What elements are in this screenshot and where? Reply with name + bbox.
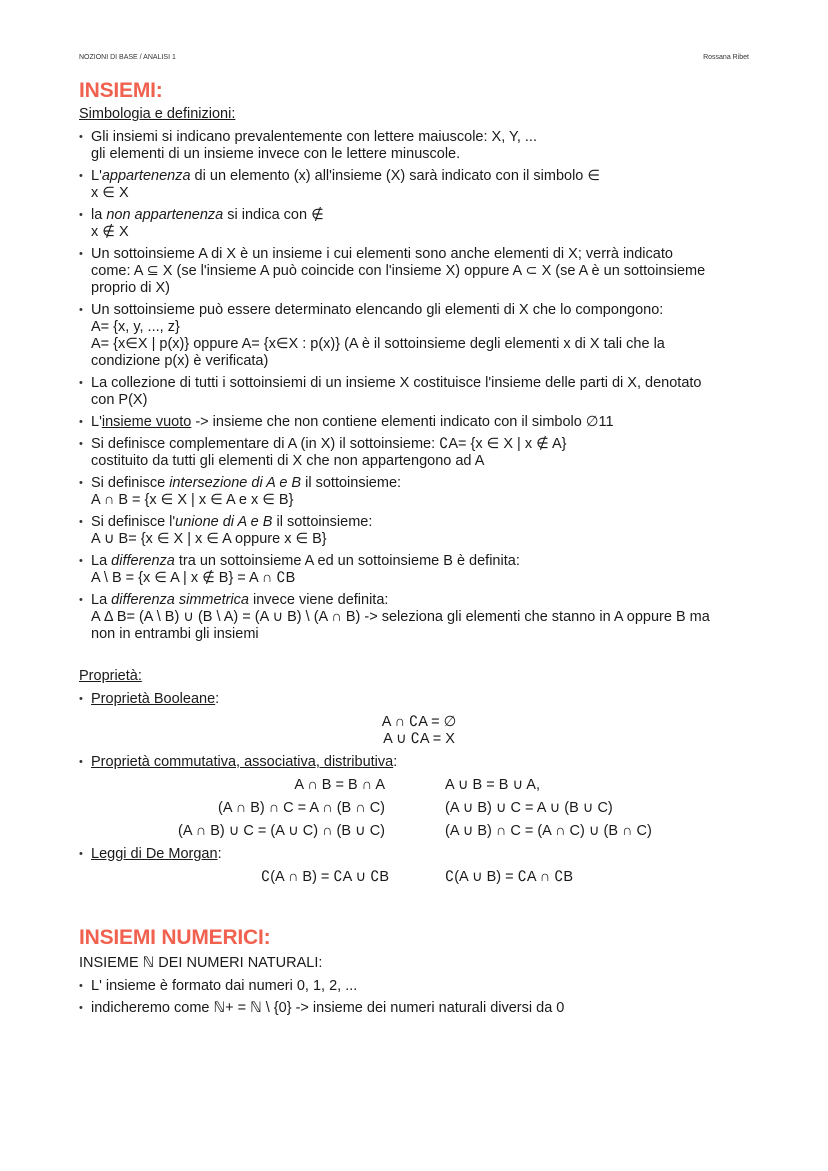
- formula: (A ∪ B) ∪ C = A ∪ (B ∪ C): [445, 800, 613, 816]
- formula: (A ∩ B) ∪ C = (A ∪ C) ∩ (B ∪ C): [178, 823, 385, 839]
- list-item: • L' insieme è formato dai numeri 0, 1, 2, ...: [79, 978, 759, 995]
- list-item-commutativa: • Proprietà commutativa, associativa, distributiva: A ∩ B = B ∩ A A ∪ B = B ∪ A, (A ∩ B) ∩ C = A ∩ (B ∩ C) (A ∪ B) ∪ C = A ∪ (B ∪ C) (A ∩ B) ∪ C = (A ∪ C) ∩ (B ∪ C) (A ∪ B) ∩ C = (A ∩ C) ∪ (B ∩ C): [79, 754, 759, 840]
- header-author: Rossana Ribet: [703, 54, 749, 61]
- subheading-simbologia: Simbologia e definizioni:: [79, 106, 236, 122]
- list-item: • indicheremo come ℕ+ = ℕ \ {0} -> insieme dei numeri naturali diversi da 0: [79, 1000, 759, 1017]
- formula: A ∩ B = B ∩ A: [294, 777, 385, 793]
- list-item: • L'appartenenza di un elemento (x) all'insieme (X) sarà indicato con il simbolo ∈ x ∈ X: [79, 168, 759, 202]
- list-item: • L'insieme vuoto -> insieme che non contiene elementi indicato con il simbolo ∅11: [79, 414, 759, 431]
- formula: A ∪ B = B ∪ A,: [445, 777, 540, 793]
- formula: (A ∩ B) ∩ C = A ∩ (B ∩ C): [218, 800, 385, 816]
- subheading-naturali: INSIEME ℕ DEI NUMERI NATURALI:: [79, 955, 323, 971]
- properties-list: [79, 691, 759, 886]
- list-item-demorgan: • Leggi di De Morgan: ∁(A ∩ B) = ∁A ∪ ∁B ∁(A ∪ B) = ∁A ∩ ∁B: [79, 846, 759, 886]
- section-title-insiemi: INSIEMI:: [79, 79, 163, 102]
- formula-grid: [79, 777, 759, 840]
- section-title-numerici: INSIEMI NUMERICI:: [79, 926, 271, 949]
- list-item: • Gli insiemi si indicano prevalentemente con lettere maiuscole: X, Y, ... gli elementi di un insieme invece con le lettere minuscole.: [79, 129, 759, 163]
- formula: ∁(A ∪ B) = ∁A ∩ ∁B: [445, 869, 574, 885]
- formula: (A ∪ B) ∩ C = (A ∩ C) ∪ (B ∩ C): [445, 823, 652, 839]
- list-item: • la non appartenenza si indica con ∉ x ∉ X: [79, 207, 759, 241]
- header-course: NOZIONI DI BASE / ANALISI 1: [79, 54, 176, 61]
- definitions-list: [79, 129, 759, 643]
- subheading-proprieta: Proprietà:: [79, 668, 142, 684]
- list-item: • Un sottoinsieme A di X è un insieme i cui elementi sono anche elementi di X; verrà indicato come: A ⊆ X (se l'insieme A può coincide con l'insieme X) oppure A ⊂ X (se A è un sottoinsieme proprio di X): [79, 246, 759, 297]
- list-item: • Si definisce complementare di A (in X) il sottoinsieme: ∁A= {x ∈ X | x ∉ A} costituito da tutti gli elementi di X che non appartengono ad A: [79, 436, 759, 470]
- list-item: • La differenza simmetrica invece viene definita: A Δ B= (A \ B) ∪ (B \ A) = (A ∪ B) \ (A ∩ B) -> seleziona gli elementi che stanno in A oppure B ma non in entrambi gli insiemi: [79, 592, 759, 643]
- term-insieme-vuoto: insieme vuoto: [101, 414, 192, 430]
- list-item: • Si definisce intersezione di A e B il sottoinsieme: A ∩ B = {x ∈ X | x ∈ A e x ∈ B}: [79, 475, 759, 509]
- list-item: • Un sottoinsieme può essere determinato elencando gli elementi di X che lo compongono: A= {x, y, ..., z} A= {x∈X | p(x)} oppure A= {x∈X : p(x)} (A è il sottoinsieme degli elementi x di X tali che la condizione p(x) è verificata): [79, 302, 759, 370]
- formula: A ∩ ∁A = ∅: [381, 714, 457, 730]
- list-item: • La differenza tra un sottoinsieme A ed un sottoinsieme B è definita: A \ B = {x ∈ A | x ∉ B} = A ∩ ∁B: [79, 553, 759, 587]
- document-body: [79, 78, 759, 1022]
- list-item-booleane: • Proprietà Booleane: A ∩ ∁A = ∅ A ∪ ∁A = X: [79, 691, 759, 748]
- formula: ∁(A ∩ B) = ∁A ∪ ∁B: [261, 869, 390, 885]
- formula: A ∪ ∁A = X: [383, 731, 455, 747]
- list-item: • Si definisce l'unione di A e B il sottoinsieme: A ∪ B= {x ∈ X | x ∈ A oppure x ∈ B}: [79, 514, 759, 548]
- naturali-list: [79, 978, 759, 1017]
- list-item: • La collezione di tutti i sottoinsiemi di un insieme X costituisce l'insieme delle parti di X, denotato con P(X): [79, 375, 759, 409]
- demorgan-formulas: [79, 869, 759, 886]
